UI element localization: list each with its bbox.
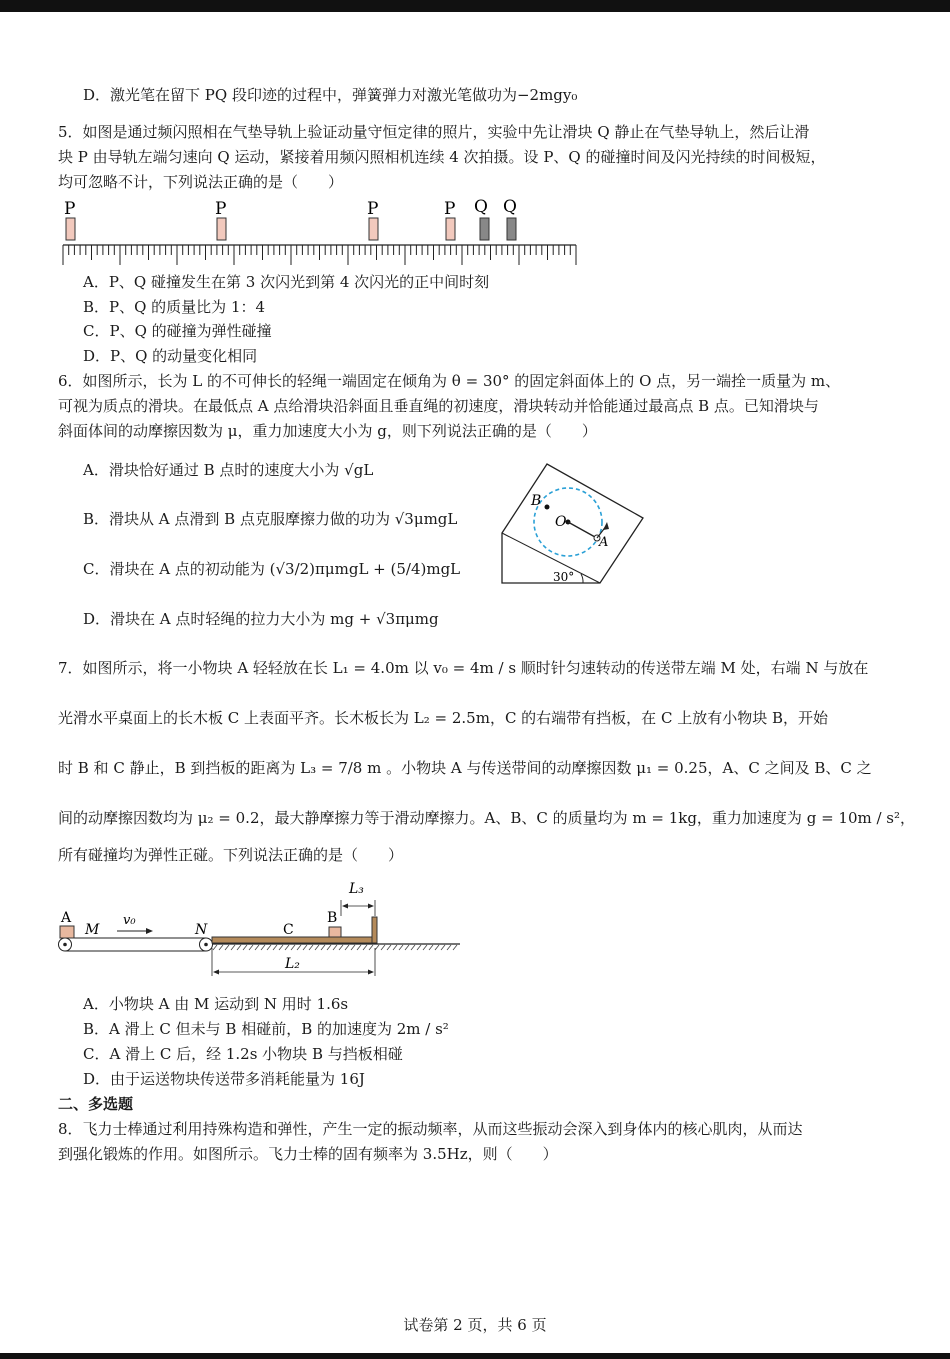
q6-stem-line2: 可视为质点的滑块。在最低点 A 点给滑块沿斜面且垂直绳的初速度，滑块转动并恰能通过最高点 B 点。已知滑块与 [58,397,819,415]
q8-stem-line1: 8．飞力士棒通过利用持殊构造和弹性，产生一定的振动频率，从而这些振动会深入到身体内的核心肌肉，从而达 [58,1120,803,1138]
q7-option-d: D．由于运送物块传送带多消耗能量为 16J [83,1070,365,1088]
q7-stem-line2: 光滑水平桌面上的长木板 C 上表面平齐。长木板长为 L₂ = 2.5m，C 的右端带有挡板，在 C 上放有小物块 B，开始 [58,709,828,727]
label-c: C [283,922,294,938]
q7-option-b: B．A 滑上 C 但未与 B 相碰前，B 的加速度为 2m / s² [83,1020,449,1038]
slider-p-2 [217,218,226,240]
label-o: O [555,514,567,530]
q7-stem-line5: 所有碰撞均为弹性正碰。下列说法正确的是（ ） [58,846,404,864]
q8-stem-line2: 到强化锻炼的作用。如图所示。飞力士棒的固有频率为 3.5Hz，则（ ） [58,1145,558,1163]
q5-option-d: D．P、Q 的动量变化相同 [83,347,258,365]
bottom-border [0,1353,950,1359]
q5-option-b: B．P、Q 的质量比为 1：4 [83,298,266,316]
q5-stem-line2: 块 P 由导轨左端匀速向 Q 运动，紧接着用频闪照相机连续 4 次拍摄。设 P、Q 的碰撞时间及闪光持续的时间极短， [58,148,826,166]
label-m: M [85,922,100,938]
label-b: B [327,910,338,926]
label-a: A [599,535,609,550]
label-angle: 30° [553,570,575,584]
label-l3: L₃ [349,881,364,897]
table-hatch [213,945,457,950]
section-heading: 二、多选题 [58,1095,134,1113]
q5-option-c: C．P、Q 的碰撞为弹性碰撞 [83,322,272,340]
q5-stem-line3: 均可忽略不计，下列说法正确的是（ ） [58,173,344,191]
q7-option-c: C．A 滑上 C 后，经 1.2s 小物块 B 与挡板相碰 [83,1045,403,1063]
q4-option-d: D．激光笔在留下 PQ 段印迹的过程中，弹簧弹力对激光笔做功为−2mgy₀ [83,86,578,104]
label-q-2: Q [503,197,517,217]
slider-p-1 [66,218,75,240]
q5-option-a: A．P、Q 碰撞发生在第 3 次闪光到第 4 次闪光的正中间时刻 [83,273,490,291]
slider-p-3 [369,218,378,240]
slider-q-1 [480,218,489,240]
label-p-1: P [64,199,76,219]
q6-option-c: C．滑块在 A 点的初动能为 (√3/2)πμmgL + (5/4)mgL [83,560,461,578]
q6-stem-line1: 6．如图所示，长为 L 的不可伸长的轻绳一端固定在倾角为 θ = 30° 的固定斜面体上的 O 点，另一端拴一质量为 m、 [58,372,841,390]
q5-strobe-figure [55,194,585,269]
label-a: A [61,910,72,926]
q7-stem-line3: 时 B 和 C 静止，B 到挡板的距离为 L₃ = 7/8 m 。小物块 A 与传送带间的动摩擦因数 μ₁ = 0.25，A、C 之间及 B、C 之 [58,759,872,777]
slider-q-2 [507,218,516,240]
label-n: N [195,922,208,938]
label-b: B [531,493,542,509]
q7-stem-line1: 7．如图所示，将一小物块 A 轻轻放在长 L₁ = 4.0m 以 v₀ = 4m / s 顺时针匀速转动的传送带左端 M 处，右端 N 与放在 [58,659,869,677]
label-q-1: Q [474,197,488,217]
q7-stem-line4: 间的动摩擦因数均为 μ₂ = 0.2，最大静摩擦力等于滑动摩擦力。A、B、C 的质量均为 m = 1kg，重力加速度为 g = 10m / s²， [58,809,916,827]
slider-p-4 [446,218,455,240]
label-p-2: P [215,199,227,219]
q5-stem-line1: 5．如图是通过频闪照相在气垫导轨上验证动量守恒定律的照片，实验中先让滑块 Q 静止在气垫导轨上，然后让滑 [58,123,810,141]
q7-option-a: A．小物块 A 由 M 运动到 N 用时 1.6s [83,995,349,1013]
label-p-3: P [367,199,379,219]
page-footer: 试卷第 2 页，共 6 页 [403,1316,547,1334]
ruler-ticks [63,245,576,265]
q6-option-a: A．滑块恰好通过 B 点时的速度大小为 √gL [83,461,374,479]
q6-option-b: B．滑块从 A 点滑到 B 点克服摩擦力做的功为 √3μmgL [83,510,458,528]
label-v0: v₀ [123,913,136,928]
label-l2: L₂ [285,956,300,972]
q6-option-d: D．滑块在 A 点时轻绳的拉力大小为 mg + √3πμmg [83,610,439,628]
q7-conveyor-figure [55,876,465,986]
q6-stem-line3: 斜面体间的动摩擦因数为 μ，重力加速度大小为 g，则下列说法正确的是（ ） [58,422,597,440]
top-border [0,0,950,12]
q6-incline-figure [497,460,647,588]
label-p-4: P [444,199,456,219]
